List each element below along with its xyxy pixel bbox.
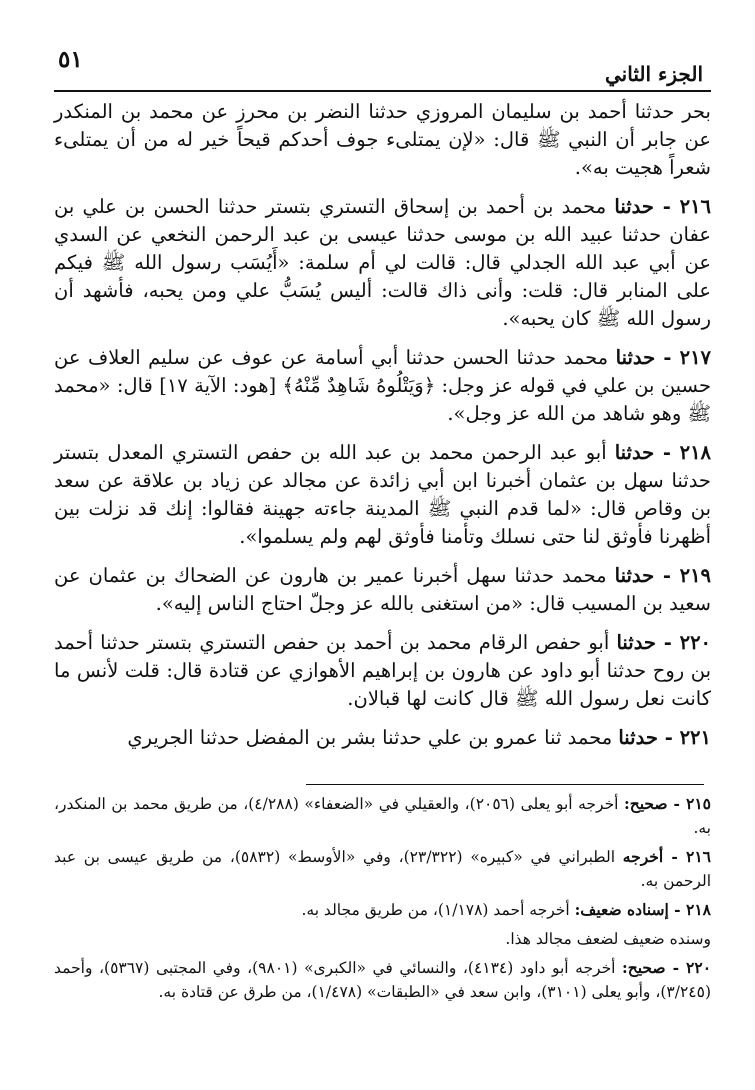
paragraph-continuation xyxy=(54,98,711,182)
footnote-text: أخرجه أبو داود (٤١٣٤)، والنسائي في «الكبرى» (٩٨٠١)، وفي المجتبى (٥٣٦٧)، وأحمد (٣/٢٤٥)، وأبو يعلى (٣١٠١)، وابن سعد في «الطبقات» (١/٤٧٨)، من طرق عن قتادة به. xyxy=(54,959,711,1001)
footnote-218-comment xyxy=(54,927,711,951)
hadith-text: أبو حفص الرقام محمد بن أحمد بن حفص التستري بتستر حدثنا أحمد بن روح حدثنا أبو داود عن هارون بن إبراهيم الأهوازي عن قتادة قال: قلت لأنس ما كانت نعل رسول الله ﷺ قال كانت لها قبالان. xyxy=(54,631,711,710)
hadith-221 xyxy=(54,724,711,752)
running-title: الجزء الثاني xyxy=(605,62,703,86)
footnote-text: أخرجه أحمد (١/١٧٨)، من طريق مجالد به. xyxy=(301,901,575,919)
hadith-218 xyxy=(54,439,711,551)
footnote-216 xyxy=(54,845,711,893)
hadith-number: ٢١٦ - xyxy=(653,195,712,218)
footnote-text: أخرجه أبو يعلى (٢٠٥٦)، والعقيلي في «الضعفاء» (٤/٢٨٨)، من طريق محمد بن المنكدر، به. xyxy=(54,795,711,837)
footnote-215 xyxy=(54,792,711,840)
page-number: ٥١ xyxy=(58,46,83,73)
header-rule xyxy=(54,90,711,92)
hadith-220 xyxy=(54,629,711,713)
footnote-220 xyxy=(54,956,711,1004)
hadith-opening: حدثنا xyxy=(614,195,654,218)
footnote-text: الطبراني في «كبيره» (٢٣/٣٢٢)، وفي «الأوسط» (٥٨٣٢)، من طريق عيسى بن عبد الرحمن به. xyxy=(54,848,711,890)
hadith-number: ٢٢١ - xyxy=(657,726,711,749)
hadith-opening: حدثنا xyxy=(616,631,656,654)
footnote-rule xyxy=(306,784,704,785)
footnote-grade: أخرجه xyxy=(622,847,664,866)
hadith-opening: حدثنا xyxy=(614,564,655,587)
hadith-217 xyxy=(54,344,711,428)
hadith-opening: حدثنا xyxy=(614,441,655,464)
footnote-grade: صحيح: xyxy=(623,794,668,813)
footnotes xyxy=(54,792,711,1009)
footnote-number: ٢١٥ - xyxy=(667,794,711,813)
hadith-text: محمد حدثنا الحسن حدثنا أبي أسامة عن عوف عن سليم العلاف عن حسين بن علي في قوله عز وجل: ﴿وَيَتْلُوهُ شَاهِدٌ مِّنْهُ﴾ [هود: الآية ١٧] قال: «محمد ﷺ وهو شاهد من الله عز وجل». xyxy=(54,346,711,425)
footnote-number: ٢١٨ - xyxy=(668,900,711,919)
footnote-number: ٢٢٠ - xyxy=(665,958,712,977)
main-text xyxy=(54,98,711,763)
hadith-text: محمد بن أحمد بن إسحاق التستري بتستر حدثنا الحسن بن علي بن عفان حدثنا عبيد الله بن موسى حدثنا عيسى بن عبد الرحمن النخعي عن السدي عن أبي عبد الله الجدلي قال: قالت لي أم سلمة: «أَيُسَب رسول الله ﷺ فيكم على المنابر قال: قلت: وأنى ذاك قالت: أليس يُسَبُّ علي ومن يحبه، فأشهد أن رسول الله ﷺ كان يحبه». xyxy=(54,195,711,330)
paragraph-text: بحر حدثنا أحمد بن سليمان المروزي حدثنا النضر بن محرز عن محمد بن المنكدر عن جابر أن النبي ﷺ قال: «لإن يمتلىء جوف أحدكم قيحاً خير له من أن يمتلىء شعراً هجيت به». xyxy=(54,100,711,179)
hadith-219 xyxy=(54,562,711,618)
footnote-number: ٢١٦ - xyxy=(663,847,711,866)
footnote-grade: إسناده ضعيف: xyxy=(574,900,669,919)
hadith-text: أبو عبد الرحمن محمد بن عبد الله بن حفص التستري المعدل بتستر حدثنا سهل بن عثمان أخبرنا ابن أبي زائدة عن مجالد عن زياد بن علاقة عن سعد بن وقاص قال: «لما قدم النبي ﷺ المدينة جاءته جهينة فقالوا: إنك قد نزلت بين أظهرنا فأوثق لنا حتى نسلك وتأمنا فأوثق لهم ولم يسلموا». xyxy=(54,441,711,548)
hadith-opening: حدثنا xyxy=(618,726,658,749)
hadith-text: محمد حدثنا سهل أخبرنا عمير بن هارون عن الضحاك بن عثمان عن سعيد بن المسيب قال: «من استغنى بالله عز وجلّ احتاج الناس إليه». xyxy=(54,564,711,615)
footnote-grade: صحيح: xyxy=(622,958,666,977)
footnote-text: وسنده ضعيف لضعف مجالد هذا. xyxy=(505,930,711,948)
hadith-opening: حدثنا xyxy=(615,346,656,369)
hadith-text: محمد ثنا عمرو بن علي حدثنا بشر بن المفضل حدثنا الجريري xyxy=(127,726,619,749)
hadith-number: ٢١٩ - xyxy=(654,564,712,587)
hadith-number: ٢١٧ - xyxy=(655,346,712,369)
hadith-number: ٢٢٠ - xyxy=(655,631,712,654)
footnote-218 xyxy=(54,898,711,922)
hadith-216 xyxy=(54,193,711,333)
hadith-number: ٢١٨ - xyxy=(654,441,712,464)
